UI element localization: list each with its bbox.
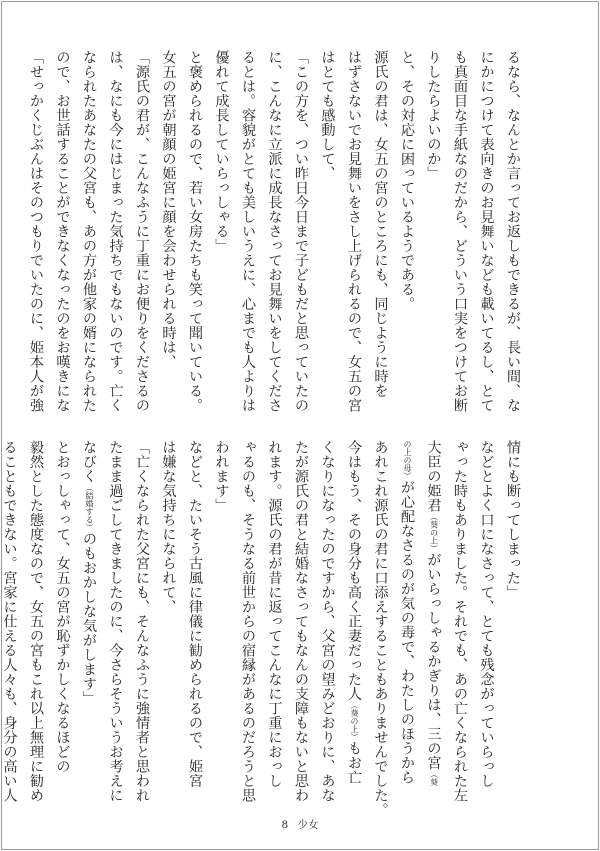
text-line (155, 440, 182, 800)
line-text: ゃるのも、そうなる前世からの宿縁があるのだろうと思 (240, 440, 256, 803)
line-text: 「亡くなられた父宮にも、そんなふうに強情者と思われ (134, 440, 150, 803)
line-text: あれこれ源氏の君に口添えすることもありませんでした。 (372, 440, 389, 817)
line-text: 今はもう、その身分も高く正妻だった人 (346, 440, 362, 701)
text-line (261, 440, 288, 800)
annotation-note: の上の母） (403, 440, 412, 480)
line-text: れます。源氏の君が昔に返ってこんなに丁重におっし (266, 440, 283, 788)
line-text: が心配なさるのが気の毒で、わたしのほうから (399, 480, 415, 785)
text-line: は、なにも今にはじまった気持ちでもないのです。亡く (107, 50, 124, 413)
text-line: 「せっかくじぶんはそのつもりでいたのに、姫本人が強 (28, 50, 44, 413)
text-line: ので、お世話することができなくなったのをお嘆きにな (54, 50, 71, 413)
line-text: ゃった時もありました。それでも、あの亡くなられた左 (452, 440, 468, 803)
line-text: 情にも断ってしまった」 (505, 440, 521, 600)
text-line: と褒められるので、若い女房たちも笑って聞いている。 (187, 50, 203, 413)
text-line: 「この方を、つい昨日今日まで子どもだと思っていたの (293, 50, 309, 413)
lower-text-block (1, 440, 526, 817)
text-line: なられたあなたの父宮も、あの方が他家の婿になられた (81, 50, 97, 413)
text-line: 女五の宮が朝顔の姫宮に顔を会わせられる時は、 (160, 50, 177, 369)
text-line: にかにつけて表向きのお見舞いなども載いてるし、とて (478, 50, 495, 413)
line-text: とおっしゃって、女五の宮が恥ずかしくなるほどの (54, 440, 71, 774)
text-line (341, 440, 368, 800)
text-line: はずさないでお見舞いをさし上げられるので、女五の宮 (346, 50, 362, 413)
line-text: もお亡 (346, 741, 362, 785)
text-line: るとは。容貌がとても美しいうえに、心までも人よりは (240, 50, 256, 413)
page-footer (0, 817, 600, 832)
text-line (367, 440, 394, 817)
text-line (288, 440, 315, 803)
chapter-title: 少女 (297, 819, 319, 831)
text-line (102, 440, 129, 803)
line-text: は嫌な気持ちになられて、 (160, 440, 177, 614)
annotation-note: （葵の上） (350, 701, 359, 741)
text-line (23, 440, 50, 803)
text-line (235, 440, 262, 803)
line-text: がいらっしゃるかぎりは、三の宮 (425, 552, 442, 770)
line-text: たが源氏の君と結婚なさってもなんの支障もないと思わ (293, 440, 309, 803)
text-line (314, 440, 341, 803)
text-line (76, 440, 103, 800)
text-line: に、こんなに立派に成長なさってお見舞いをしてくださ (266, 50, 283, 413)
line-text: われます」 (213, 440, 230, 513)
text-line (182, 440, 209, 800)
line-text: たまま過ごしてきましたのに、今さらそういうお考えに (107, 440, 124, 803)
line-text: 毅然とした態度なので、女五の宮もこれ以上無理に勧め (28, 440, 44, 803)
line-text: のもおかしな気がします」 (81, 531, 97, 706)
text-line: りしたらよいのか」 (425, 50, 442, 181)
upper-text-block (28, 50, 526, 413)
text-line (420, 440, 447, 800)
text-line: も真面目な手紙なのだから、どういう口実をつけてお断 (452, 50, 468, 413)
line-text: ることもできない。宮家に仕える人々も、身分の高い人 (1, 440, 18, 803)
text-line: はとても感動して、 (319, 50, 336, 181)
text-line: 源氏の君は、女五の宮のところにも、同じように時を (372, 50, 389, 398)
text-line: 優れて成長していらっしゃる」 (213, 50, 230, 253)
line-text: 大臣の姫君 (425, 440, 442, 513)
text-line (394, 440, 421, 800)
text-line: るなら、なんとか言ってお返しもできるが、長い間、な (505, 50, 521, 413)
text-line: 「源氏の君が、こんなふうに丁重にお便りをくださるの (134, 50, 150, 413)
text-line (447, 440, 474, 803)
text-line (208, 440, 235, 800)
annotation-note: （葵 (429, 770, 439, 786)
text-line (129, 440, 156, 803)
line-text: などとよく口になさって、とても残念がっていらっし (478, 440, 495, 788)
line-text: くなりになったのですから、父宮の望みどおりに、あな (319, 440, 336, 803)
line-text: なびく (81, 440, 97, 484)
line-text: などと、たいそう古風に律儀に勧められるので、姫宮 (187, 440, 203, 788)
text-line (500, 440, 527, 800)
annotation-note: （葵の上） (429, 512, 439, 553)
text-line (49, 440, 76, 800)
page-number: 8 (281, 819, 289, 831)
annotation-note: （結婚する） (85, 483, 94, 532)
text-line (0, 440, 23, 803)
text-line: と、その対応に困っているようである。 (399, 50, 415, 311)
text-line (473, 440, 500, 800)
